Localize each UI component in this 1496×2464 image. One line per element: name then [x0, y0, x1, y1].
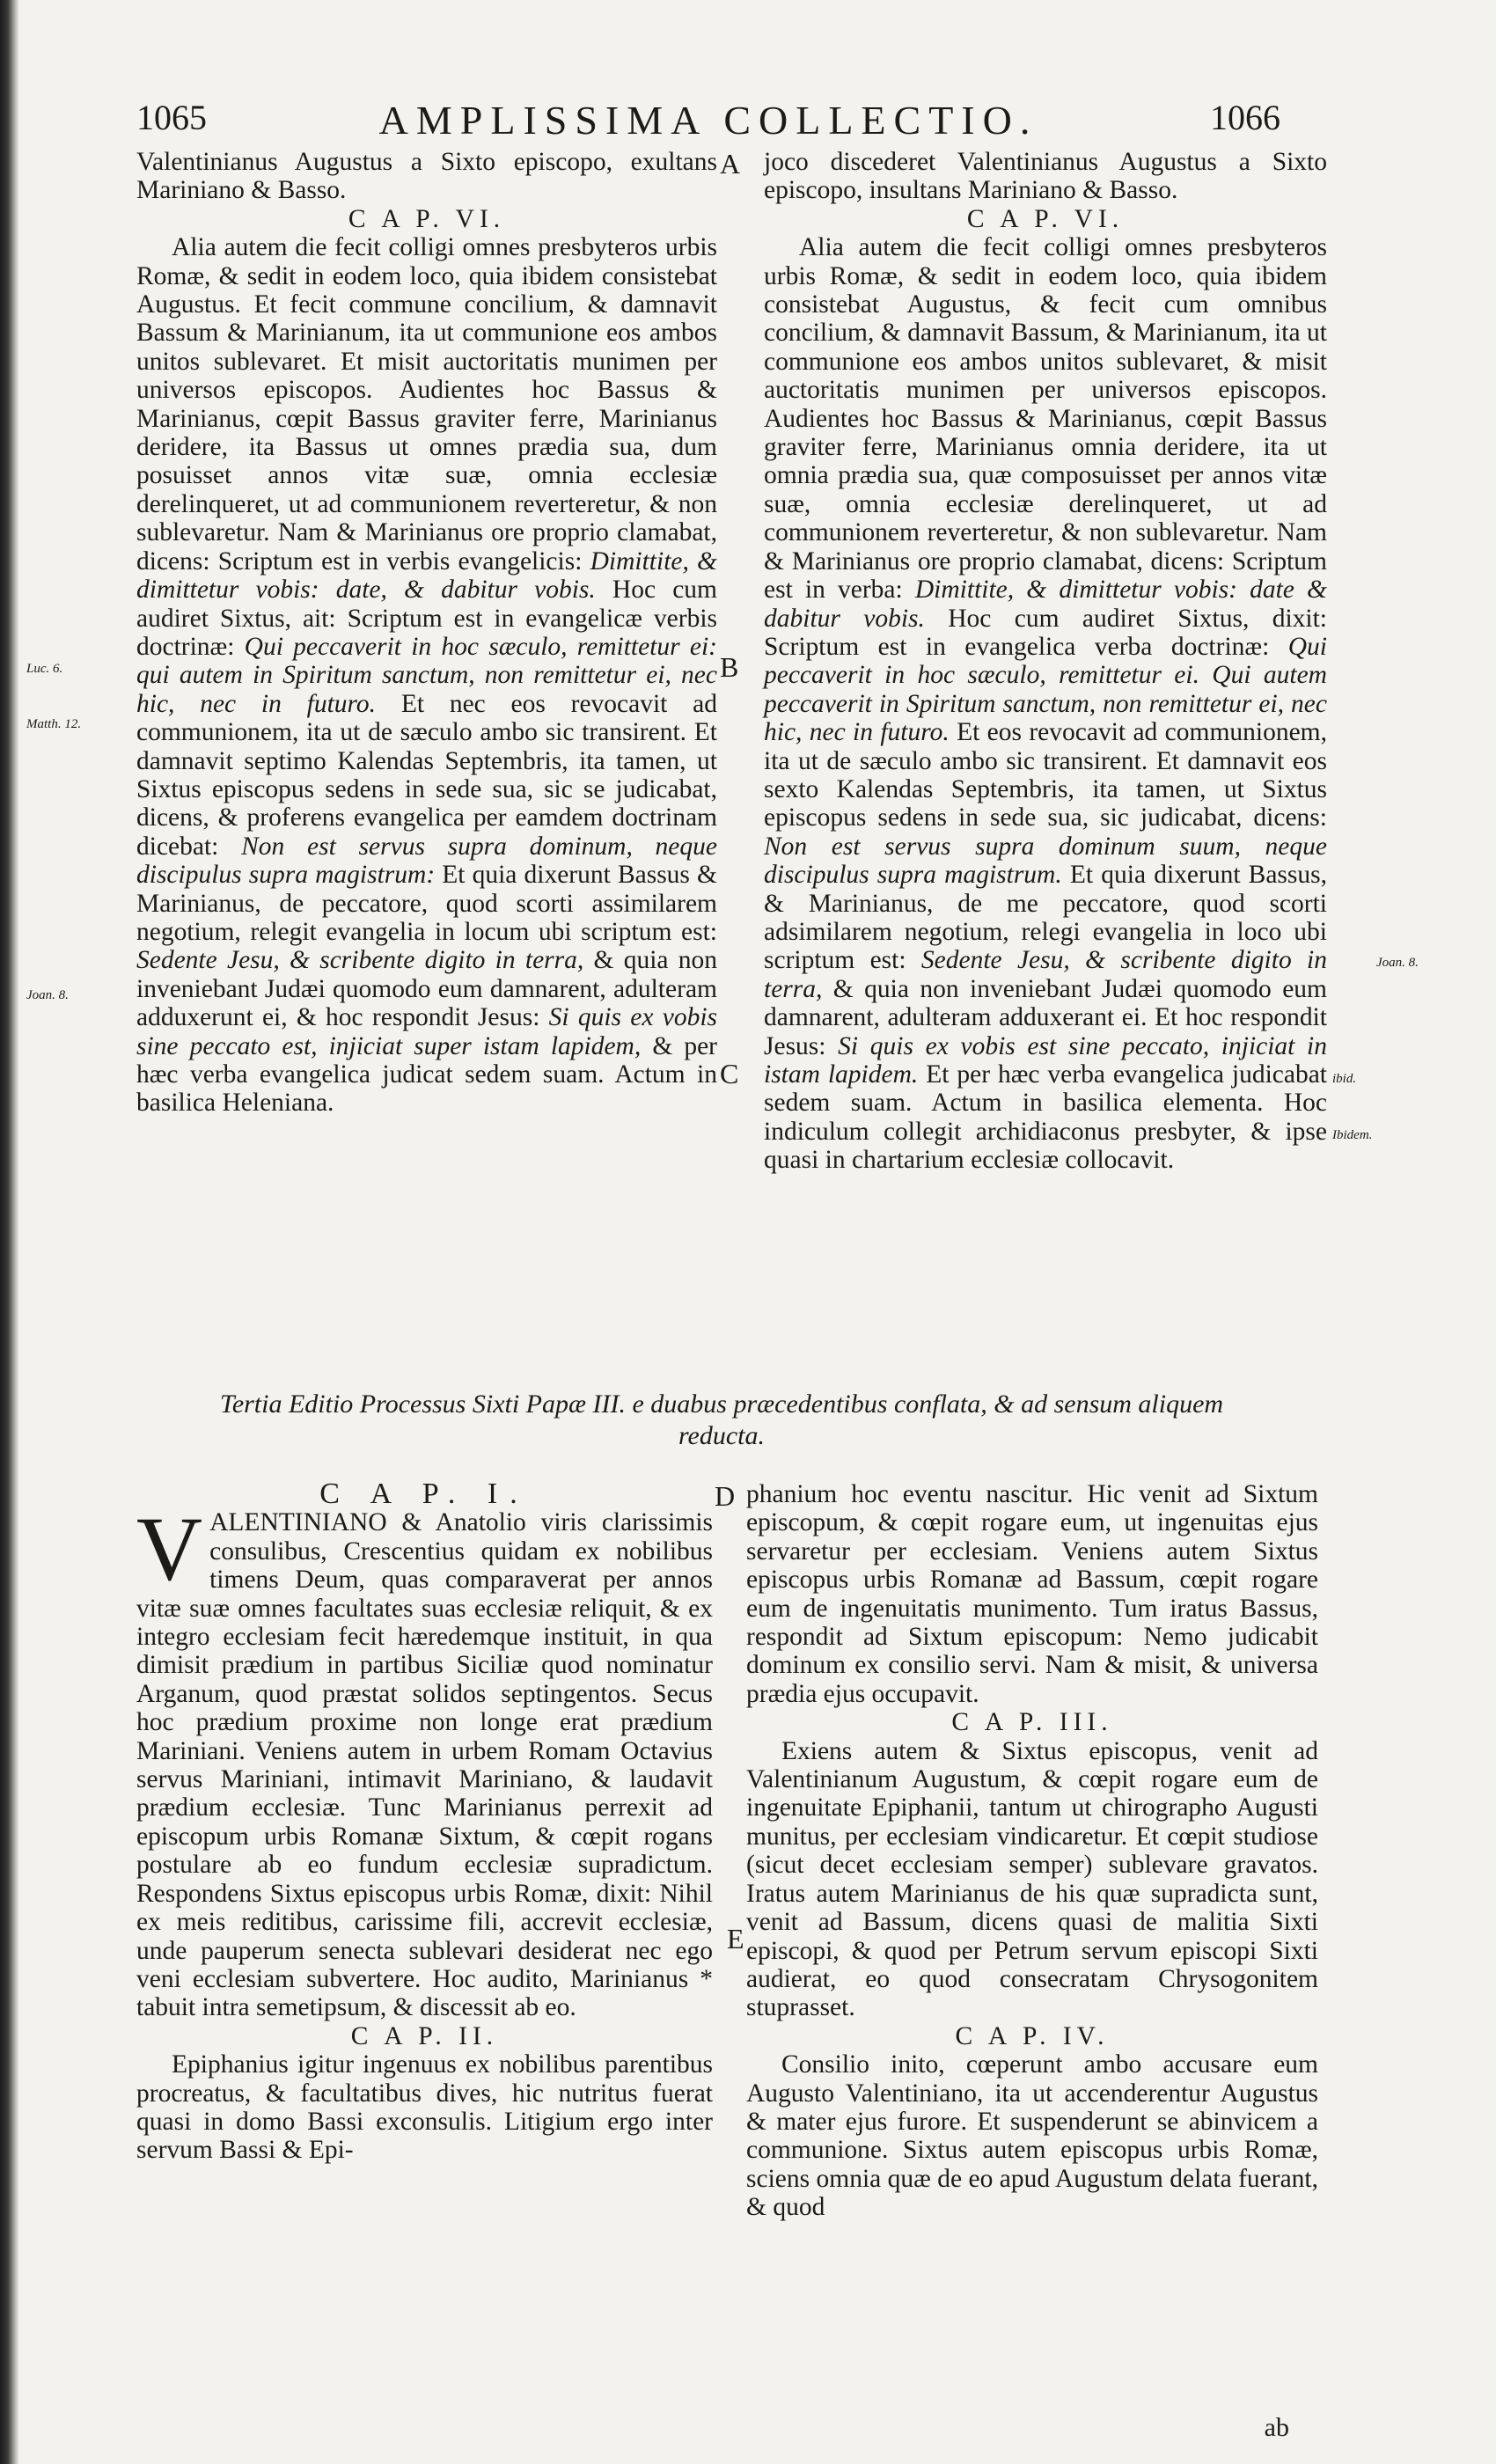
chapter-4-heading: C A P. IV. — [955, 2021, 1110, 2050]
margin-note-ibidem: Ibidem. — [1332, 1128, 1373, 1142]
running-title: AMPLISSIMA COLLECTIO. — [378, 98, 1038, 143]
page-number-right: 1066 — [1210, 98, 1280, 137]
chapter-1-heading: C A P. I. — [319, 1478, 530, 1510]
margin-note-luc: Luc. 6. — [26, 662, 63, 676]
chapter-2-heading: C A P. II. — [350, 2021, 499, 2050]
margin-note-joan-left: Joan. 8. — [26, 988, 69, 1002]
drop-cap: V — [136, 1499, 203, 1601]
chapter-2-paragraph: Epiphanius igitur ingenuus ex nobilibus parentibus procreatus, & facultatibus dives, hic nutritus fuerat quasi in domo Bassi exconsulis. Litigium ergo inter servum Bassi & Epi- — [136, 2050, 713, 2165]
chapter-2-continuation: phanium hoc eventu nascitur. Hic venit ad Sixtum episcopum, & cœpit rogare eum, ut ingenuitas ejus servaretur per ecclesiam. Veniens autem Sixtus episcopus urbis Romanæ ad Bassum, cœpit rogare eum de ingenuitatis munimento. Tum iratus Bassus, respondit ad Sixtum episcopum: Nemo judicabit dominum ex consilio servi. Nam & misit, & universa prædia ejus occupavit. — [746, 1480, 1318, 1708]
chapter-3-paragraph: Exiens autem & Sixtus episcopus, venit ad Valentinianum Augustum, & cœpit rogare eum de ingenuitate Epiphanii, tantum ut chirographo Augusti munitus, per ecclesiam vindicaretur. Et cœpit studiose (sicut decet ecclesiam semper) sublevare gravatos. Iratus autem Marinianus de his quæ supradicta sunt, venit ad Bassum, dicens quasi de malitia Sixti episcopi, & quod per Petrum servum episcopi Sixti audierat, eo quod consecratam Chrysogonitem stuprasset. — [746, 1736, 1318, 2022]
right-intro: joco discederet Valentinianus Augustus a Sixto episcopo, insultans Mariniano & Basso. — [764, 148, 1327, 205]
section-marker-a: A — [720, 148, 741, 180]
left-chapter-heading: C A P. VI. — [348, 204, 506, 233]
right-column-upper — [764, 148, 1327, 1175]
margin-note-ibid: ibid. — [1332, 1072, 1357, 1086]
section-marker-c: C — [720, 1058, 739, 1089]
right-column-lower — [746, 1480, 1318, 2222]
book-binding-shadow — [0, 0, 19, 2464]
running-header — [136, 97, 1280, 150]
chapter-4-paragraph: Consilio inito, cœperunt ambo accusare eum Augusto Valentiniano, ita ut accenderentur Augustus & mater ejus furore. Et suspenderunt se abinvicem a communione. Sixtus autem episcopus urbis Romæ, sciens omnia quæ de eo apud Augustum delata fuerant, & quod — [746, 2050, 1318, 2222]
section-title: Tertia Editio Processus Sixti Papæ III. e duabus præcedentibus conflata, & ad sensum aliquem reducta. — [219, 1390, 1224, 1450]
left-column-upper — [136, 148, 717, 1118]
chapter-3-heading: C A P. III. — [951, 1708, 1113, 1737]
section-marker-b: B — [720, 651, 739, 683]
left-column-lower — [136, 1480, 713, 2165]
chapter-1-paragraph: VALENTINIANO & Anatolio viris clarissimis consulibus, Crescentius quidam ex nobilibus timens Deum, quas comparaverat per annos vitæ suæ omnes facultates suas ecclesiæ reliquit, & ex integro ecclesiam fecit hæredemque instituit, in qua dimisit prædium in partibus Siciliæ quod nominatur Arganum, quod præstat solidos septingentos. Secus hoc prædium proxime non longe erat prædium Mariniani. Veniens autem in urbem Romam Octavius servus Mariniani, intimavit Mariniano, & laudavit prædium ecclesiæ. Tunc Marinianus perrexit ad episcopum urbis Romanæ Sixtum, & cœpit rogans postulare ab eo fundum ecclesiæ supradictum. Respondens Sixtus episcopus urbis Romæ, dixit: Nihil ex meis reditibus, carissime fili, accrevit ecclesiæ, unde pauperum senecta sublevari desiderat nec ego veni ecclesiam subvertere. Hoc audito, Marinianus * tabuit intra semetipsum, & discessit ab eo. — [136, 1499, 713, 2022]
catchword: ab — [1264, 2413, 1289, 2442]
left-body-paragraph: Alia autem die fecit colligi omnes presbyteros urbis Romæ, & sedit in eodem loco, quia ibidem consistebat Augustus. Et fecit commune concilium, & damnavit Bassum & Marinianum, ita ut communione eos ambos unitos sublevaret. Et misit auctoritatis munimen per universos episcopos. Audientes hoc Bassus & Marinianus, cœpit Bassus graviter ferre, Marinianus deridere, ita Bassus ut omnes prædia sua, dum posuisset annos vitæ suæ, omnia ecclesiæ derelinqueret, ut ad communionem reverteretur, & non sublevaretur. Nam & Marinianus ore proprio clamabat, dicens: Scriptum est in verbis evangelicis: Dimittite, & dimittetur vobis: date, & dabitur vobis. Hoc cum audiret Sixtus, ait: Scriptum est in evangelicæ verbis doctrinæ: Qui peccaverit in hoc sæculo, remittetur ei: qui autem in Spiritum sanctum, non remittetur ei, nec hic, nec in futuro. Et nec eos revocavit ad communionem, ita ut de sæculo ambo sic transirent. Et damnavit septimo Kalendas Septembris, ita tamen, ut Sixtus episcopus sedens in sede sua, sic se judicabat, dicens, & proferens evangelica per eamdem doctrinam dicebat: Non est servus supra dominum, neque discipulus supra magistrum: Et quia dixerunt Bassus & Marinianus, de peccatore, quod scorti assimilarem negotium, relegit evangelia in locum ubi scriptum est: Sedente Jesu, & scribente digito in terra, & quia non inveniebant Judæi quomodo eum damnarent, adulteram adduxerunt ei, & hoc respondit Jesus: Si quis ex vobis sine peccato est, injiciat super istam lapidem, & per hæc verba evangelica judicat sedem suam. Actum in basilica Heleniana. — [136, 233, 718, 1118]
page-number-left: 1065 — [136, 98, 207, 137]
section-marker-d: D — [715, 1480, 736, 1512]
margin-note-matth: Matth. 12. — [26, 717, 82, 731]
margin-note-joan-right: Joan. 8. — [1376, 956, 1419, 970]
right-body-paragraph: Alia autem die fecit colligi omnes presbyteros urbis Romæ, & sedit in eodem loco, quia ibidem consistebat Augustus, & fecit cum omnibus concilium, & damnavit Bassum, & Marinianum, ita ut communione eos ambos unitos sublevaret, & misit auctoritatis munimen per universos episcopos. Audientes hoc Bassus & Marinianus, cœpit Bassus graviter ferre, Marinianus omnia deridere, ita ut omnia prædia sua, quæ composuisset per annos vitæ suæ, omnia ecclesiæ derelinqueret, ut ad communionem reverteretur, & non sublevaretur. Nam & Marinianus ore proprio clamabat, dicens: Scriptum est in verba: Dimittite, & dimittetur vobis: date & dabitur vobis. Hoc cum audiret Sixtus, dixit: Scriptum est in evangelica verba doctrinæ: Qui peccaverit in hoc sæculo, remittetur ei. Qui autem peccaverit in Spiritum sanctum, non remittetur ei, nec hic, nec in futuro. Et eos revocavit ad communionem, ita ut de sæculo ambo sic transirent. Et damnavit eos sexto Kalendas Septembris, ita tamen, ut Sixtus episcopus sedens in sede sua, sic judicabat, dicens: Non est servus supra dominum suum, neque discipulus supra magistrum. Et quia dixerunt Bassus, & Marinianus, de me peccatore, quod scorti adsimilarem negotium, relegi evangelia in loco ubi scriptum est: Sedente Jesu, & scribente digito in terra, & quia non inveniebant Judæi quomodo eum damnarent, adulteram adduxerant ei. Et hoc respondit Jesus: Si quis ex vobis est sine peccato, injiciat in istam lapidem. Et per hæc verba evangelica judicabat sedem suam. Actum in basilica elementa. Hoc indiculum collegit archidiaconus presbyter, & ipse quasi in chartarium ecclesiæ collocavit. — [764, 233, 1327, 1175]
left-intro: Valentinianus Augustus a Sixto episcopo, exultans Mariniano & Basso. — [136, 148, 717, 205]
right-chapter-heading: C A P. VI. — [966, 204, 1125, 233]
section-marker-e: E — [727, 1923, 744, 1954]
